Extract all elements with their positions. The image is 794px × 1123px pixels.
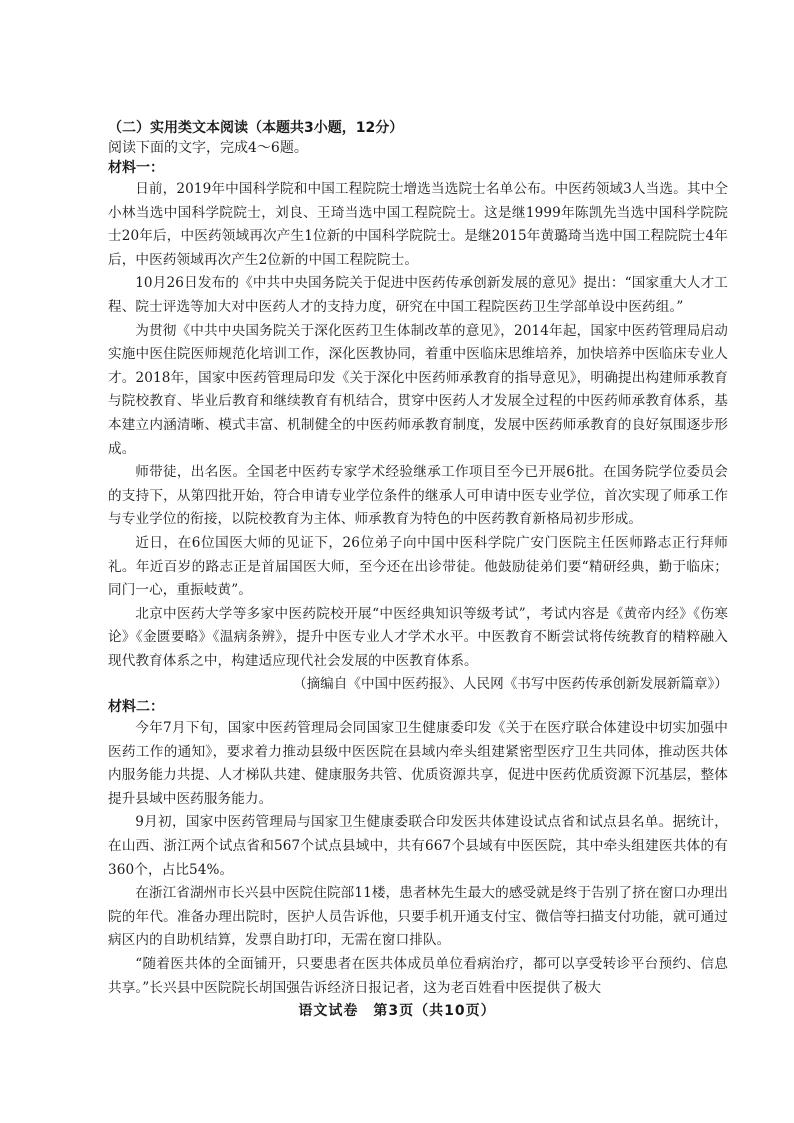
page-footer: 语文试卷 第3页（共10页） xyxy=(298,1003,496,1019)
material-2-paragraph: 9月初，国家中医药管理局与国家卫生健康委联合印发医共体建设试点省和试点县名单。据统计，在山西、浙江两个试点省和567个试点县域中，共有667个县域有中医医院，其中牵头组建医共体的有360个，占比54%。 xyxy=(108,814,728,878)
material-1-source: （摘编自《中国中医药报》、人民网《书写中医药传承创新发展新篇章》） xyxy=(293,676,728,693)
material-1-paragraph: 10月26日发布的《中共中央国务院关于促进中医药传承创新发展的意见》提出：“国家重大人才工程、院士评选等加大对中医药人才的支持力度，研究在中国工程院医药卫生学部单设中医药组。” xyxy=(108,275,728,315)
material-1-label: 材料一： xyxy=(108,160,164,176)
material-1-paragraph: 近日，在6位国医大师的见证下，26位弟子向中国中医科学院广安门医院主任医师路志正行拜师礼。年近百岁的路志正是首届国医大师，至今还在出诊带徒。他鼓励徒弟们要“精研经典，勤于临床；同门一心，重振岐黄”。 xyxy=(108,534,728,599)
section-heading: （二）实用类文本阅读（本题共3小题，12分） xyxy=(108,120,404,136)
material-2-label: 材料二： xyxy=(108,699,164,716)
material-1-paragraph: 北京中医药大学等多家中医药院校开展“中医经典知识等级考试”，考试内容是《黄帝内经》《伤寒论》《金匮要略》《温病条辨》，提升中医专业人才学术水平。中医教育不断尝试将传统教育的精粹融入现代教育体系之中，构建适应现代社会发展的中医教育体系。 xyxy=(108,605,728,669)
material-1-paragraph: 日前，2019年中国科学院和中国工程院院士增选当选院士名单公布。中医药领域3人当选。其中仝小林当选中国科学院院士，刘良、王琦当选中国工程院院士。这是继1999年陈凯先当选中国科学院院士20年后，中医药领域再次产生1位新的中国科学院院士。是继2015年黄璐琦当选中国工程院院士4年后，中医药领域再次产生2位新的中国工程院院士。 xyxy=(108,181,728,268)
material-1-paragraph: 为贯彻《中共中央国务院关于深化医药卫生体制改革的意见》，2014年起，国家中医药管理局启动实施中医住院医师规范化培训工作，深化医教协同，着重中医临床思维培养，加快培养中医临床专业人才。2018年，国家中医药管理局印发《关于深化中医药师承教育的指导意见》，明确提出构建师承教育与院校教育、毕业后教育和继续教育有机结合，贯穿中医药人才发展全过程的中医药师承教育体系，基本建立内涵清晰、模式丰富、机制健全的中医药师承教育制度，发展中医药师承教育的良好氛围逐步形成。 xyxy=(108,322,728,457)
material-2-paragraph: 在浙江省湖州市长兴县中医院住院部11楼，患者林先生最大的感受就是终于告别了挤在窗口办理出院的年代。准备办理出院时，医护人员告诉他，只要手机开通支付宝、微信等扫描支付功能，就可通过病区内的自助机结算，发票自助打印，无需在窗口排队。 xyxy=(108,885,728,949)
material-2-paragraph: 今年7月下旬，国家中医药管理局会同国家卫生健康委印发《关于在医疗联合体建设中切实加强中医药工作的通知》，要求着力推动县级中医医院在县域内牵头组建紧密型医疗卫生共同体，推动医共体内服务能力共提、人才梯队共建、健康服务共管、优质资源共享，促进中医药优质资源下沉基层，整体提升县域中医药服务能力。 xyxy=(108,720,728,807)
material-1-paragraph: 师带徒，出名医。全国老中医药专家学术经验继承工作项目至今已开展6批。在国务院学位委员会的支持下，从第四批开始，符合申请专业学位条件的继承人可申请中医专业学位，首次实现了师承工作与专业学位的衔接，以院校教育为主体、师承教育为特色的中医药教育新格局初步形成。 xyxy=(108,464,728,528)
section-instruction: 阅读下面的文字，完成4～6题。 xyxy=(108,140,308,156)
reading-passage xyxy=(108,118,728,1000)
material-2-paragraph: “随着医共体的全面铺开，只要患者在医共体成员单位看病治疗，都可以享受转诊平台预约、信息共享。”长兴县中医院院长胡国强告诉经济日报记者，这为老百姓看中医提供了极大 xyxy=(108,956,728,996)
